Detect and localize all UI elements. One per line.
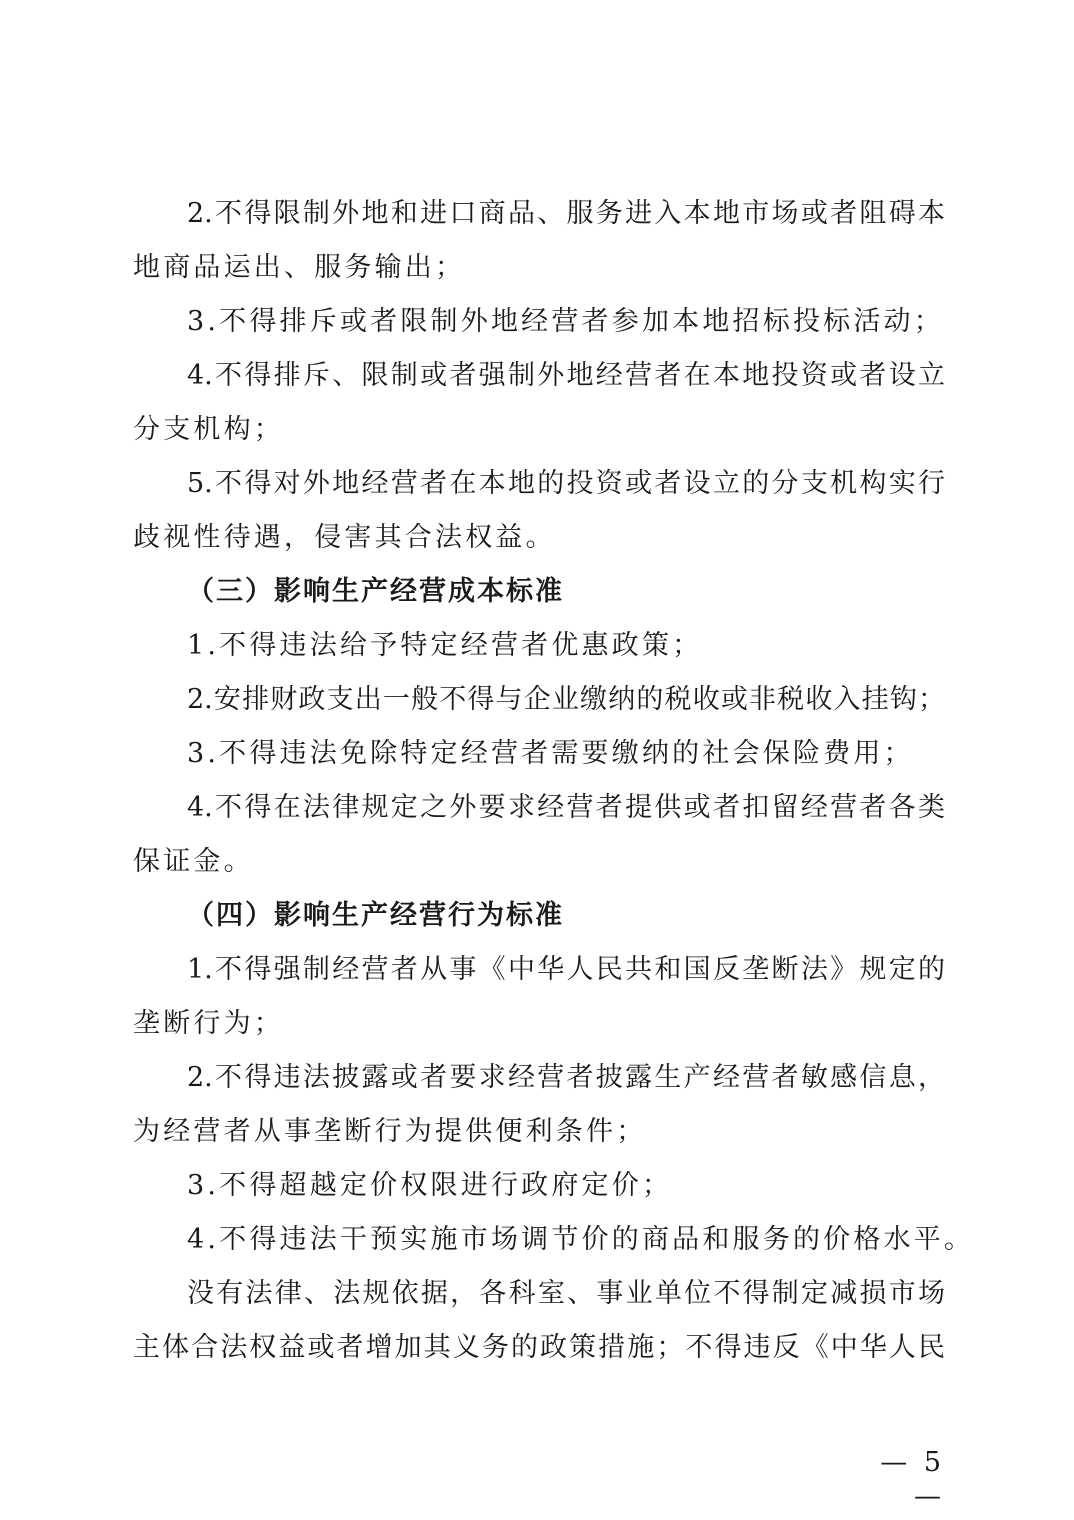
text-line: 歧视性待遇，侵害其合法权益。 <box>133 522 556 553</box>
text-line: 没有法律、法规依据，各科室、事业单位不得制定减损市场 <box>187 1278 945 1309</box>
text-line: 3.不得超越定价权限进行政府定价； <box>187 1170 673 1201</box>
page-number: — 5 — <box>880 1447 945 1512</box>
text-line: 2.不得违法披露或者要求经营者披露生产经营者敏感信息， <box>187 1062 945 1093</box>
text-line: 2.安排财政支出一般不得与企业缴纳的税收或非税收入挂钩； <box>187 684 945 715</box>
text-line: 3.不得排斥或者限制外地经营者参加本地招标投标活动； <box>187 306 944 337</box>
text-line: 1.不得违法给予特定经营者优惠政策； <box>187 630 703 661</box>
section-heading: （四）影响生产经营行为标准 <box>187 900 564 931</box>
text-line: 3.不得违法免除特定经营者需要缴纳的社会保险费用； <box>187 738 914 769</box>
text-line: 地商品运出、服务输出； <box>133 252 466 283</box>
text-line: 4.不得违法干预实施市场调节价的商品和服务的价格水平。 <box>187 1224 975 1255</box>
text-line: 4.不得排斥、限制或者强制外地经营者在本地投资或者设立 <box>187 360 945 391</box>
text-line: 主体合法权益或者增加其义务的政策措施；不得违反《中华人民 <box>133 1332 945 1363</box>
text-line: 1.不得强制经营者从事《中华人民共和国反垄断法》规定的 <box>187 954 945 985</box>
text-line: 2.不得限制外地和进口商品、服务进入本地市场或者阻碍本 <box>187 198 945 229</box>
text-line: 4.不得在法律规定之外要求经营者提供或者扣留经营者各类 <box>187 792 945 823</box>
text-line: 5.不得对外地经营者在本地的投资或者设立的分支机构实行 <box>187 468 945 499</box>
text-line: 保证金。 <box>133 846 254 877</box>
text-line: 为经营者从事垄断行为提供便利条件； <box>133 1116 647 1147</box>
text-line: 分支机构； <box>133 414 284 445</box>
text-line: 垄断行为； <box>133 1008 284 1039</box>
section-heading: （三）影响生产经营成本标准 <box>187 576 564 607</box>
